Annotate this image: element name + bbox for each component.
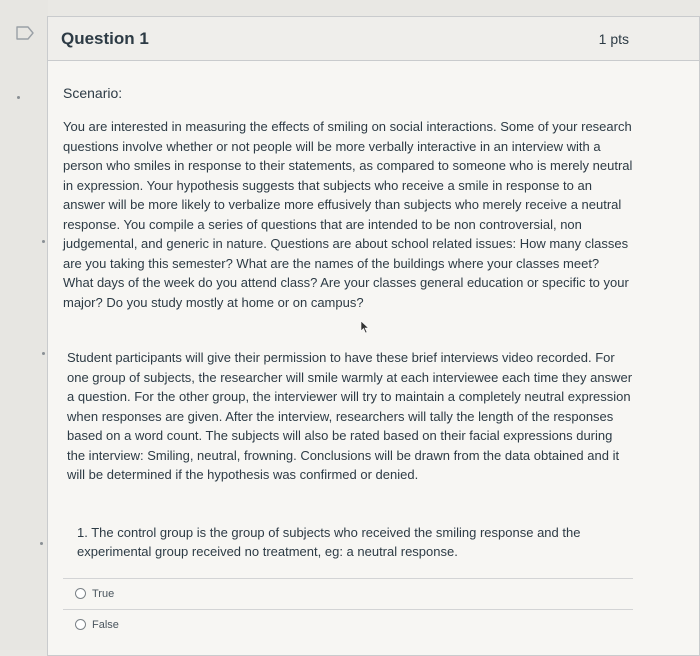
rail-dot xyxy=(40,542,43,545)
scenario-label: Scenario: xyxy=(63,85,123,101)
question-prompt: 1. The control group is the group of subjects who received the smiling response and the experimental group received no treatment, eg: a neutral response. xyxy=(77,524,581,559)
answer-option-false[interactable] xyxy=(63,609,633,640)
scenario-paragraph-2: Student participants will give their permission to have these brief interviews video recorded. For one group of subjects, the researcher will smile warmly at each interviewee each time they answer a question. For the other group, the interviewer will try to maintain a completely neutral expression when responses are given. After the interview, researchers will tally the length of the responses based on a word count. The subjects will also be rated based on their facial expressions during the interview: Smiling, neutral, frowning. Conclusions will be drawn from the data obtained and it will be determined if the hypothesis was confirmed or denied. xyxy=(67,350,633,482)
question-card xyxy=(47,16,700,656)
rail-dot xyxy=(17,96,20,99)
answer-option-true[interactable] xyxy=(63,578,633,609)
radio-button[interactable] xyxy=(75,619,86,630)
question-header xyxy=(48,17,699,61)
answer-label: True xyxy=(92,587,115,600)
question-title: Question 1 xyxy=(61,28,149,48)
answer-list xyxy=(63,578,633,640)
rail-dot xyxy=(42,352,45,355)
question-points: 1 pts xyxy=(598,30,629,47)
radio-button[interactable] xyxy=(75,588,86,599)
scenario-paragraph-1: You are interested in measuring the effects of smiling on social interactions. Some of your research questions involve whether or not people will be more verbally interactive in an interview with a person who smiles in response to their statements, as compared to someone who is merely neutral in expression. Your hypothesis suggests that subjects who receive a smile in response to an answer will be more likely to verbalize more effusively than subjects who merely receive a neutral response. You compile a series of questions that are intended to be non controversial, non judgemental, and generic in nature. Questions are about school related issues: How many classes are you taking this semester? What are the names of the buildings where your classes meet? What days of the week do you attend class? Are your classes general education or specific to your major? Do you study mostly at home or on campus? xyxy=(63,119,633,310)
question-body xyxy=(48,61,633,640)
rail-dot xyxy=(42,240,45,243)
left-rail xyxy=(0,0,48,650)
answer-label: False xyxy=(92,618,119,631)
cursor-icon xyxy=(360,320,370,334)
flag-icon[interactable] xyxy=(16,26,34,40)
